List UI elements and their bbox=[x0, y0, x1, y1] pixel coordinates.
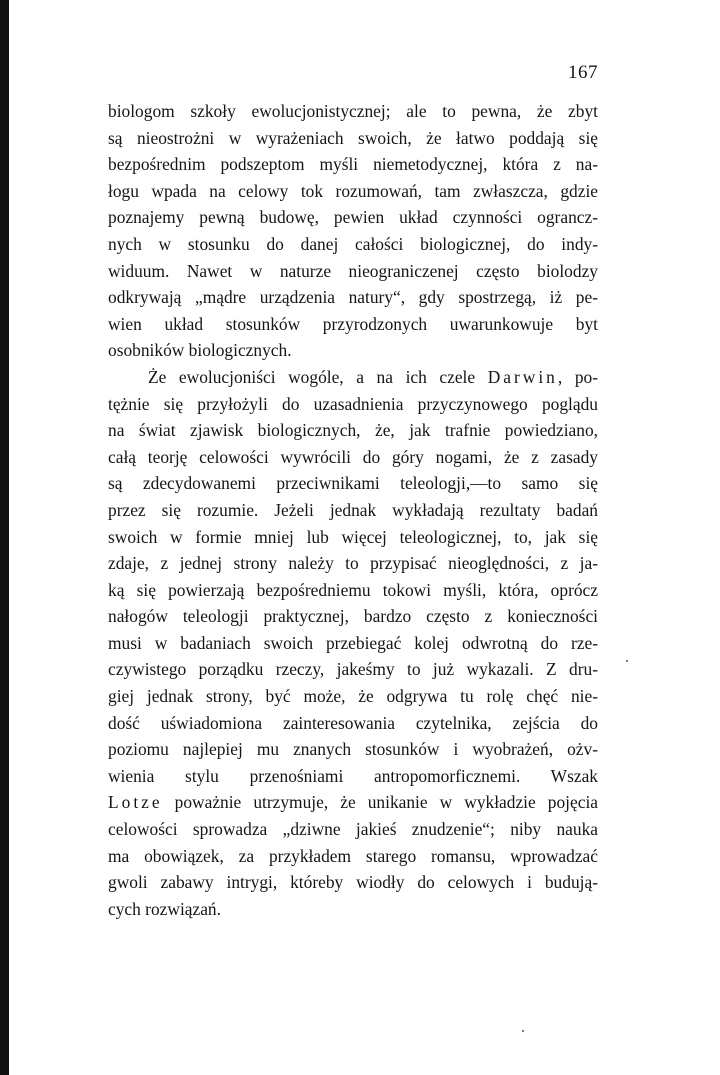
text-line: biologom szkoły ewolucjonistycznej; ale to pewna, że zbyt bbox=[108, 101, 598, 121]
text-line: czywistego porządku rzeczy, jakeśmy to już wykazali. Z dru- bbox=[108, 659, 598, 680]
text-line: wienia stylu przenośniami antropomorficznemi. Wszak bbox=[108, 765, 598, 786]
text-line: odkrywają „mądre urządzenia natury“, gdy spostrzegą, iż pe- bbox=[108, 287, 598, 308]
author-name-spaced: Lotze bbox=[108, 792, 163, 813]
scan-speck bbox=[522, 1030, 524, 1032]
text-line: całą teorję celowości wywrócili do góry nogami, że z zasady bbox=[108, 446, 598, 467]
text-run: Że ewolucjoniści wogóle, a na ich czele bbox=[148, 366, 488, 387]
body-text bbox=[108, 98, 598, 922]
text-line: widuum. Nawet w naturze nieograniczenej często biolodzy bbox=[108, 260, 598, 281]
text-run: , po- bbox=[557, 366, 598, 387]
text-line: są zdecydowanemi przeciwnikami teleologji,—to samo się bbox=[108, 473, 598, 494]
text-line: musi w badaniach swoich przebiegać kolej odwrotną do rze- bbox=[108, 632, 598, 653]
text-line: łogu wpada na celowy tok rozumowań, tam zwłaszcza, gdzie bbox=[108, 180, 598, 201]
text-line: są nieostrożni w wyrażeniach swoich, że łatwo poddają się bbox=[108, 127, 598, 148]
text-line bbox=[108, 789, 598, 816]
scan-speck bbox=[626, 660, 628, 662]
paragraph-1 bbox=[108, 98, 598, 364]
text-line: bezpośrednim podszeptom myśli niemetodycznej, która z na- bbox=[108, 154, 598, 175]
page-number: 167 bbox=[568, 62, 598, 83]
text-line: gwoli zabawy intrygi, któreby wiodły do celowych i budują- bbox=[108, 872, 598, 893]
text-line: swoich w formie mniej lub więcej teleologicznej, to, jak się bbox=[108, 526, 598, 547]
text-line: ką się powierzają bezpośredniemu tokowi myśli, która, oprócz bbox=[108, 579, 598, 600]
text-line: na świat zjawisk biologicznych, że, jak trafnie powiedziano, bbox=[108, 420, 598, 441]
text-line: przez się rozumie. Jeżeli jednak wykładają rezultaty badań bbox=[108, 499, 598, 520]
text-line: zdaje, z jednej strony należy to przypisać nieoględności, z ja- bbox=[108, 553, 598, 574]
text-line bbox=[108, 364, 598, 391]
text-line: nałogów teleologji praktycznej, bardzo często z konieczności bbox=[108, 606, 598, 627]
text-line: poznajemy pewną budowę, pewien układ czynności ograncz- bbox=[108, 207, 598, 228]
paragraph-2 bbox=[108, 364, 598, 922]
text-line: poziomu najlepiej mu znanych stosunków i wyobrażeń, ożv- bbox=[108, 739, 598, 760]
author-name-spaced: Darwin bbox=[487, 366, 558, 387]
text-run: poważnie utrzymuje, że unikanie w wykładzie pojęcia bbox=[162, 792, 598, 813]
page-binding-edge bbox=[0, 0, 9, 1075]
text-line: ma obowiązek, za przykładem starego romansu, wprowadzać bbox=[108, 845, 598, 866]
text-line: nych w stosunku do danej całości biologicznej, do indy- bbox=[108, 233, 598, 254]
text-line: dość uświadomiona zainteresowania czytelnika, zejścia do bbox=[108, 712, 598, 733]
text-line: tężnie się przyłożyli do uzasadnienia przyczynowego poglądu bbox=[108, 393, 598, 414]
text-line: wien układ stosunków przyrodzonych uwarunkowuje byt bbox=[108, 313, 598, 334]
text-line: celowości sprowadza „dziwne jakieś znudzenie“; niby nauka bbox=[108, 819, 598, 840]
text-line: osobników biologicznych. bbox=[108, 340, 292, 361]
text-line: giej jednak strony, być może, że odgrywa tu rolę chęć nie- bbox=[108, 686, 598, 707]
text-line: cych rozwiązań. bbox=[108, 898, 221, 919]
